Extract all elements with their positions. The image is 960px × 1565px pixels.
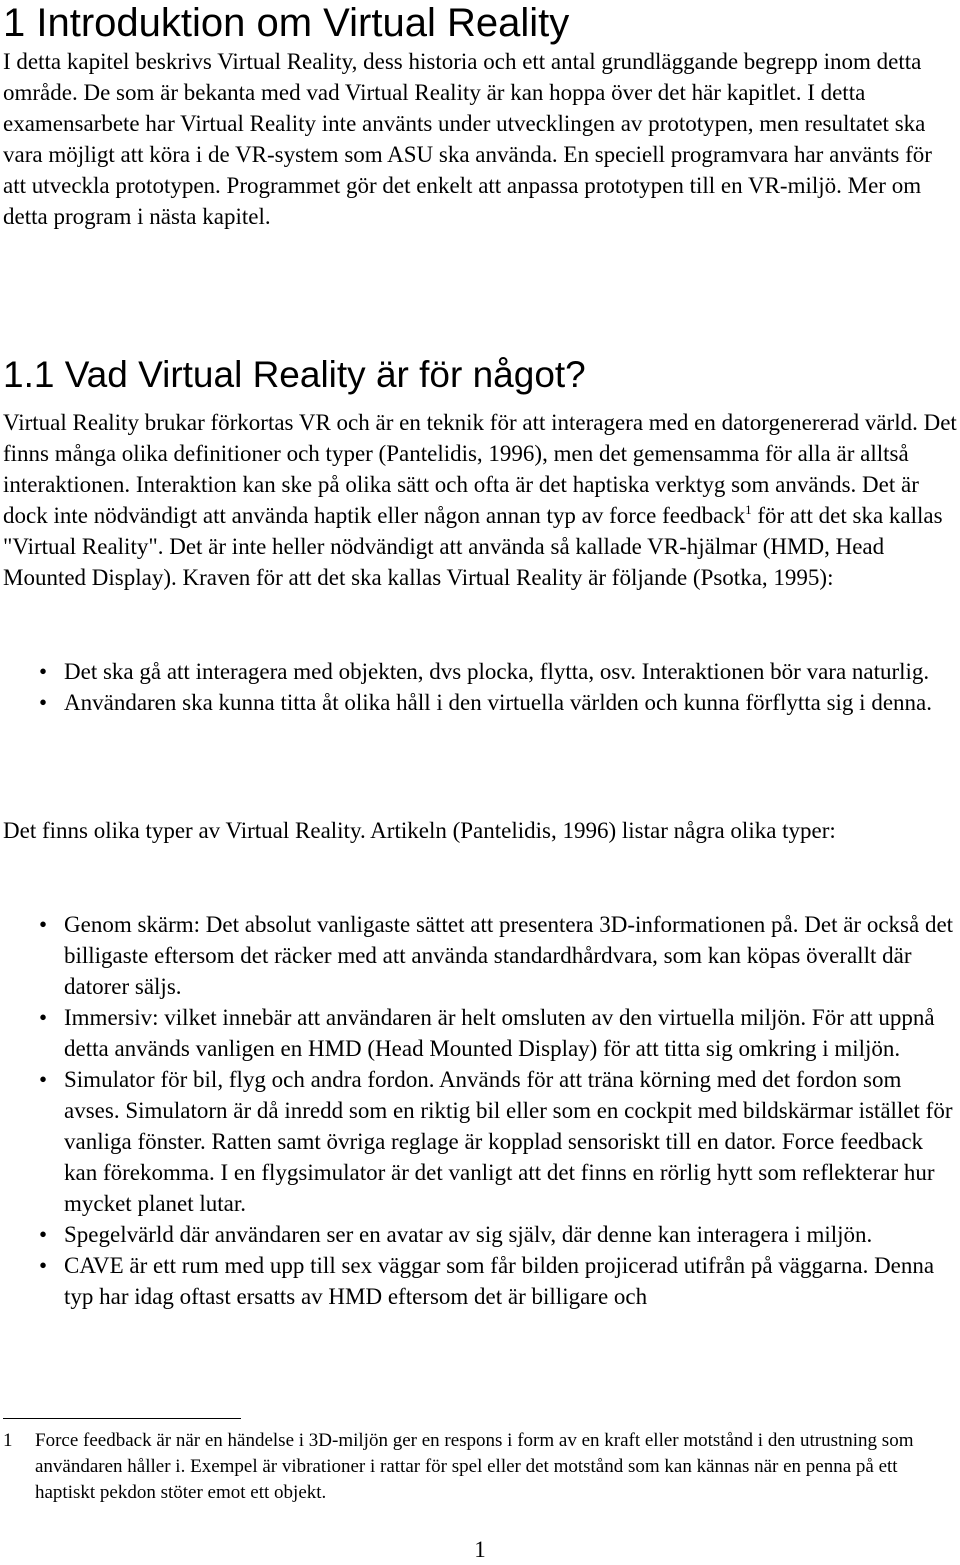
- footnote-marker: 1: [745, 502, 752, 517]
- footnote-divider: [3, 1418, 241, 1419]
- intro-paragraph: I detta kapitel beskrivs Virtual Reality, dess historia och ett antal grundläggande begrepp inom detta område. De som är bekanta med vad Virtual Reality är kan hoppa över det här kapitlet. I detta examensarbete har Virtual Reality inte använts under utvecklingen av prototypen, men resultatet ska vara möjligt att köra i de VR-system som ASU ska använda. En speciell programvara har använts för att utveckla prototypen. Programmet gör det enkelt att anpassa prototypen till en VR-miljö. Mer om detta program i nästa kapitel.: [3, 49, 932, 229]
- list-item: [3, 1219, 957, 1250]
- bullet-icon: •: [39, 1222, 48, 1247]
- types-paragraph: Det finns olika typer av Virtual Reality. Artikeln (Pantelidis, 1996) listar några olika typer:: [3, 818, 836, 843]
- footnote: [3, 1428, 957, 1506]
- list-item-text: Det ska gå att interagera med objekten, dvs plocka, flytta, osv. Interaktionen bör vara naturlig.: [64, 659, 930, 684]
- list-item-text: Genom skärm: Det absolut vanligaste sättet att presentera 3D-informationen på. Det är också det billigaste eftersom det räcker med att använda standardhårdvara, som kan köpas överallt där datorer säljs.: [64, 912, 954, 999]
- bullet-icon: •: [39, 690, 48, 715]
- bullet-icon: •: [39, 1067, 48, 1092]
- list-item: [3, 1250, 957, 1312]
- vr-paragraph-text-1: Virtual Reality brukar förkortas VR och är en teknik för att interagera med en datorgenererad värld. Det finns många olika definitioner och typer (Pantelidis, 1996), men det gemensamma för alla är alltså interaktionen. Interaktion kan ske på olika sätt och ofta är det haptiska verktyg som används. Det är dock inte nödvändigt att använda haptik eller någon annan typ av force feedback: [3, 410, 957, 528]
- list-item-text: Immersiv: vilket innebär att användaren är helt omsluten av den virtuella miljön. För att uppnå detta används vanligen en HMD (Head Mounted Display) för att titta sig omkring i miljön.: [64, 1005, 935, 1061]
- requirements-list: [3, 656, 957, 718]
- types-list: [3, 909, 957, 1312]
- bullet-icon: •: [39, 912, 48, 937]
- footnote-number: 1: [3, 1430, 13, 1451]
- list-item: [3, 656, 957, 687]
- list-item-text: Användaren ska kunna titta åt olika håll i den virtuella världen och kunna förflytta sig i denna.: [64, 690, 932, 715]
- list-item: [3, 687, 957, 718]
- page-number: 1: [474, 1537, 486, 1562]
- footnote-text: Force feedback är när en händelse i 3D-miljön ger en respons i form av en kraft eller motstånd i den utrustning som användaren håller i. Exempel är vibrationer i rattar för spel eller det motstånd som kan kännas när en penna på ett haptiskt pekdon stöter emot ett objekt.: [35, 1430, 914, 1503]
- vr-definition-paragraph: [3, 407, 957, 593]
- list-item-text: CAVE är ett rum med upp till sex väggar som får bilden projicerad utifrån på väggarna. Denna typ har idag oftast ersatts av HMD eftersom det är billigare och: [64, 1253, 935, 1309]
- list-item: [3, 1002, 957, 1064]
- bullet-icon: •: [39, 1005, 48, 1030]
- list-item-text: Simulator för bil, flyg och andra fordon. Används för att träna körning med det fordon som avses. Simulatorn är då inredd som en riktig bil eller som en cockpit med bildskärmar istället för vanliga fönster. Ratten samt övriga reglage är kopplad sensoriskt till en dator. Force feedback kan förekomma. I en flygsimulator är det vanligt att det finns en rörlig hytt som reflekterar hur mycket planet lutar.: [64, 1067, 953, 1216]
- bullet-icon: •: [39, 1253, 48, 1278]
- section-heading: 1.1 Vad Virtual Reality är för något?: [3, 354, 586, 395]
- chapter-heading: 1 Introduktion om Virtual Reality: [3, 1, 570, 45]
- vr-paragraph-text-2: för att det ska kallas "Virtual Reality". Det är inte heller nödvändigt att använda så kallade VR-hjälmar (HMD, Head Mounted Display). Kraven för att det ska kallas Virtual Reality är följande (Psotka, 1995):: [3, 503, 943, 590]
- list-item-text: Spegelvärld där användaren ser en avatar av sig själv, där denne kan interagera i miljön.: [64, 1222, 873, 1247]
- list-item: [3, 1064, 957, 1219]
- bullet-icon: •: [39, 659, 48, 684]
- list-item: [3, 909, 957, 1002]
